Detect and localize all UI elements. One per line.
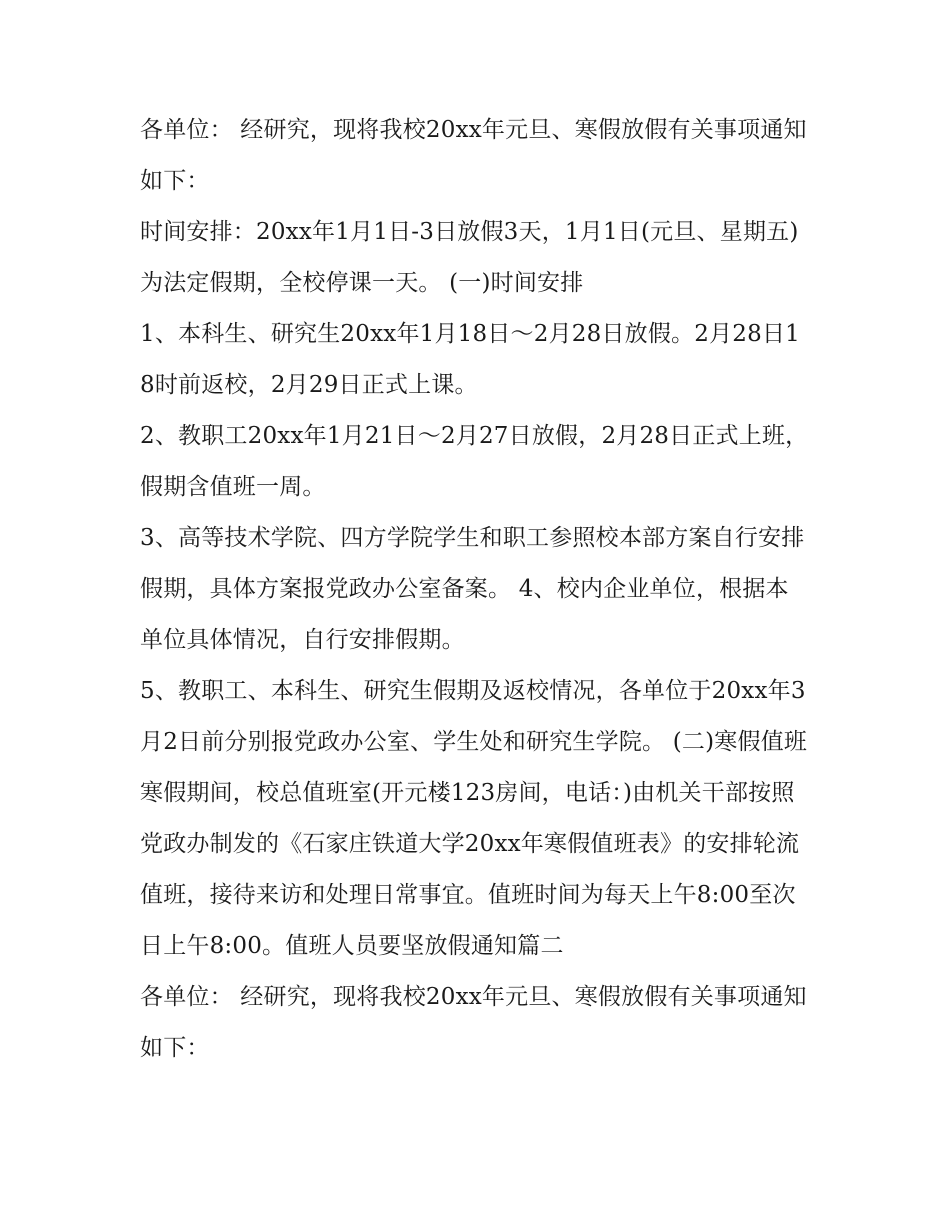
- paragraph-winter-duty: 寒假期间，校总值班室(开元楼123房间，电话：)由机关干部按照党政办制发的《石家庄铁道大学20xx年寒假值班表》的安排轮流值班，接待来访和处理日常事宜。值班时间为每天上午8:00至次日上午8:00。值班人员要坚放假通知篇二: [140, 780, 800, 959]
- paragraph-item-1: 1、本科生、研究生20xx年1月18日～2月28日放假。2月28日18时前返校，2月29日正式上课。: [140, 321, 800, 398]
- paragraph-intro: 各单位： 经研究，现将我校20xx年元旦、寒假放假有关事项通知如下：: [140, 117, 807, 194]
- paragraph-item-5: 5、教职工、本科生、研究生假期及返校情况，各单位于20xx年3月2日前分别报党政办公室、学生处和研究生学院。 (二)寒假值班: [140, 678, 808, 755]
- paragraph-intro-repeat: 各单位： 经研究，现将我校20xx年元旦、寒假放假有关事项通知如下：: [140, 984, 807, 1061]
- paragraph-item-2: 2、教职工20xx年1月21日～2月27日放假，2月28日正式上班，假期含值班一周。: [140, 423, 809, 500]
- paragraph-time-schedule: 时间安排：20xx年1月1日-3日放假3天，1月1日(元旦、星期五)为法定假期，全校停课一天。 (一)时间安排: [140, 219, 799, 296]
- document-body: [140, 105, 810, 1074]
- paragraph-item-3-4: 3、高等技术学院、四方学院学生和职工参照校本部方案自行安排假期，具体方案报党政办公室备案。 4、校内企业单位，根据本单位具体情况，自行安排假期。: [140, 525, 805, 653]
